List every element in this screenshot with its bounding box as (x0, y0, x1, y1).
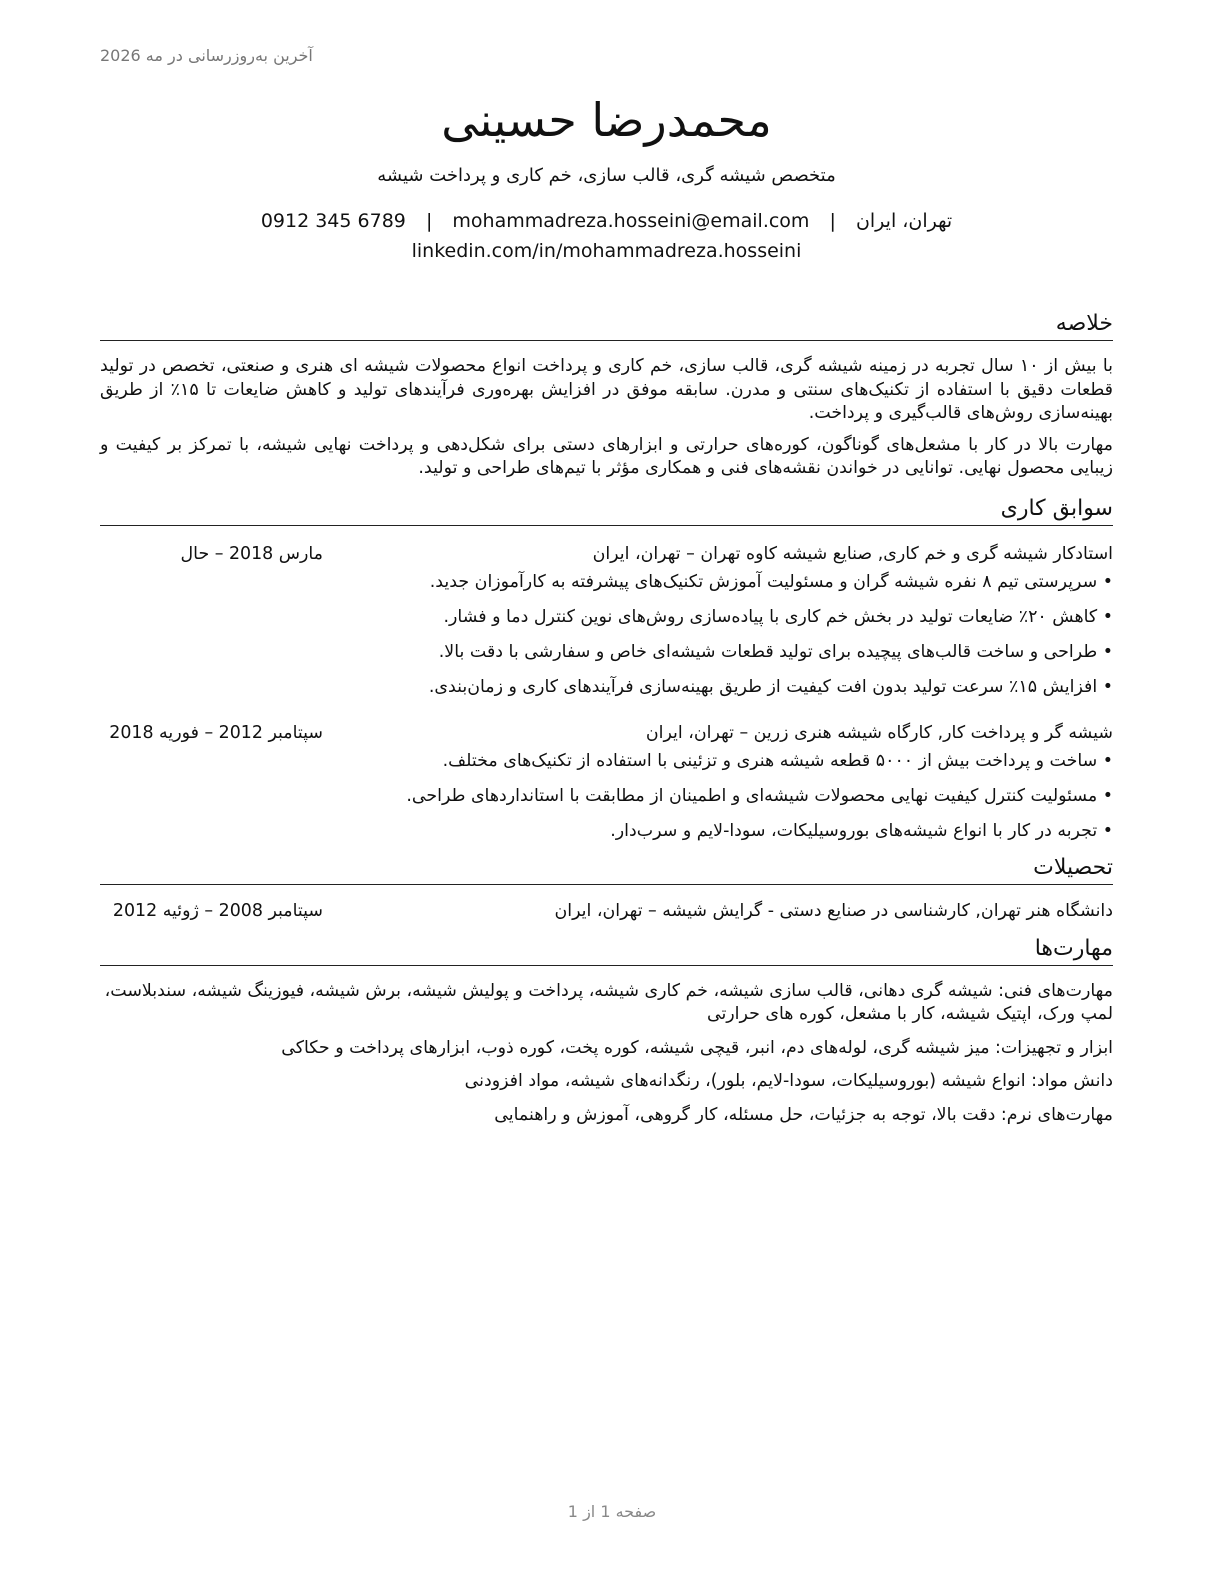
job-role: استادکار شیشه گری و خم کاری, صنایع شیشه کاوه تهران – تهران، ایران (592, 543, 1113, 564)
last-updated-note: آخرین به‌روزرسانی در مه 2026 (100, 46, 313, 65)
resume-body (100, 310, 1113, 1127)
experience-section (100, 495, 1113, 843)
job-dates: سپتامبر 2012 – فوریه 2018 (109, 722, 323, 743)
job-role: شیشه گر و پرداخت کار, کارگاه شیشه هنری زرین – تهران، ایران (645, 722, 1113, 743)
summary-section (100, 310, 1113, 481)
resume-page (100, 0, 1113, 1584)
job-header (100, 542, 1113, 566)
contact-separator: | (425, 210, 433, 232)
job-bullet: • مسئولیت کنترل کیفیت نهایی محصولات شیشه‌ای و اطمینان از مطابقت با استانداردهای طراحی. (100, 784, 1113, 808)
professional-title: متخصص شیشه گری، قالب سازی، خم کاری و پرداخت شیشه (377, 165, 836, 186)
education-degree: دانشگاه هنر تهران, کارشناسی در صنایع دستی - گرایش شیشه – تهران، ایران (554, 900, 1113, 921)
contact-linkedin-link[interactable]: linkedin.com/in/mohammadreza.hosseini (411, 240, 802, 262)
job-entry (100, 542, 1113, 699)
person-name: محمدرضا حسینی (441, 93, 772, 147)
job-bullet: • سرپرستی تیم ۸ نفره شیشه گران و مسئولیت آموزش تکنیک‌های پیشرفته به کارآموزان جدید. (100, 570, 1113, 594)
page-number: صفحه 1 از 1 (567, 1502, 657, 1521)
resume-header (100, 92, 1113, 262)
education-dates: سپتامبر 2008 – ژوئیه 2012 (112, 900, 323, 921)
contact-email-link[interactable]: mohammadreza.hosseini@email.com (452, 210, 810, 232)
education-header (100, 899, 1113, 923)
skills-line: مهارت‌های نرم: دقت بالا، توجه به جزئیات، حل مسئله، کار گروهی، آموزش و راهنمایی (494, 1104, 1113, 1125)
skills-line: دانش مواد: انواع شیشه (بوروسیلیکات، سودا-لایم، بلور)، رنگدانه‌های شیشه، مواد افزودنی (464, 1071, 1113, 1091)
skills-section (100, 935, 1113, 1128)
skills-heading: مهارت‌ها (100, 935, 1113, 966)
education-section (100, 854, 1113, 923)
job-bullet: • طراحی و ساخت قالب‌های پیچیده برای تولید قطعات شیشه‌ای خاص و سفارشی با دقت بالا. (100, 640, 1113, 664)
job-bullets (100, 570, 1113, 699)
contact-separator: | (829, 210, 836, 232)
summary-heading: خلاصه (100, 310, 1113, 341)
job-bullet: • تجربه در کار با انواع شیشه‌های بوروسیلیکات، سودا-لایم و سرب‌دار. (100, 819, 1113, 843)
experience-heading: سوابق کاری (100, 495, 1113, 526)
job-dates: مارس 2018 – حال (180, 543, 323, 564)
job-bullet: • افزایش ۱۵٪ سرعت تولید بدون افت کیفیت از طریق بهینه‌سازی فرآیندهای کاری و زمان‌بندی. (100, 675, 1113, 699)
job-bullet: • ساخت و پرداخت بیش از ۵۰۰۰ قطعه شیشه هنری و تزئینی با استفاده از تکنیک‌های مختلف. (100, 749, 1113, 773)
contact-line (100, 210, 1113, 232)
job-header (100, 721, 1113, 745)
contact-phone: 0912 345 6789 (260, 210, 406, 232)
summary-paragraph: با بیش از ۱۰ سال تجربه در زمینه شیشه گری، قالب سازی، خم کاری و پرداخت انواع محصولات شیشه ای هنری و صنعتی، تخصص در تولید قطعات دقیق با استفاده از تکنیک‌های سنتی و مدرن. سابقه موفق در افزایش بهره‌وری فرآیندهای تولید و کاهش ضایعات تا ۱۵٪ از طریق بهینه‌سازی روش‌های قالب‌گیری و پرداخت. (100, 356, 1113, 423)
job-bullets (100, 749, 1113, 843)
education-heading: تحصیلات (100, 854, 1113, 885)
education-entry (100, 899, 1113, 923)
summary-paragraph: مهارت بالا در کار با مشعل‌های گوناگون، کوره‌های حرارتی و ابزارهای دستی برای شکل‌دهی و پرداخت نهایی شیشه، با تمرکز بر کیفیت و زیبایی محصول نهایی. توانایی در خواندن نقشه‌های فنی و همکاری مؤثر با تیم‌های طراحی و تولید. (100, 434, 1113, 478)
job-entry (100, 721, 1113, 843)
skills-line: ابزار و تجهیزات: میز شیشه گری، لوله‌های دم، انبر، قیچی شیشه، کوره پخت، کوره ذوب، ابزارهای پرداخت و حکاکی (281, 1037, 1113, 1058)
job-bullet: • کاهش ۲۰٪ ضایعات تولید در بخش خم کاری با پیاده‌سازی روش‌های نوین کنترل دما و فشار. (100, 605, 1113, 629)
skills-line: مهارت‌های فنی: شیشه گری دهانی، قالب سازی شیشه، خم کاری شیشه، پرداخت و پولیش شیشه، برش شیشه، فیوزینگ شیشه، سندبلاست، لمپ ورک، اپتیک شیشه، کار با مشعل، کوره های حرارتی (104, 980, 1113, 1024)
contact-location: تهران، ایران (855, 210, 953, 232)
